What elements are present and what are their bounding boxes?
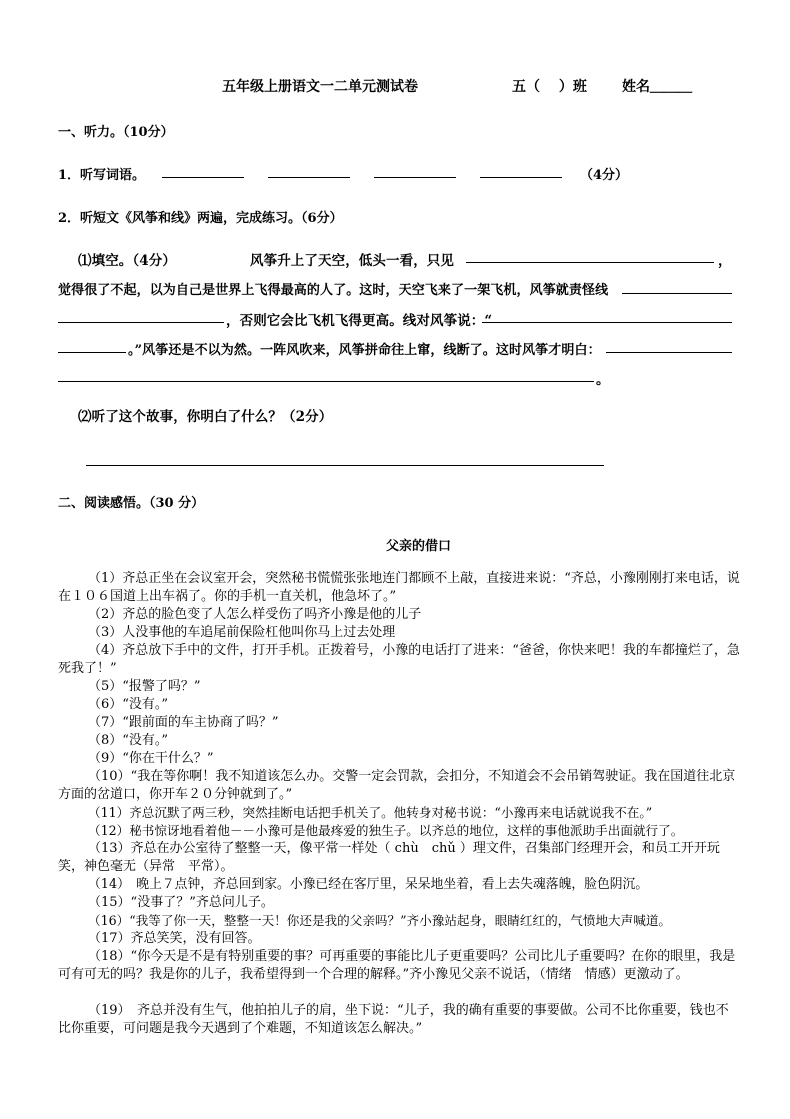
story-paragraph-11: （11）齐总沉默了两三秒，突然挂断电话把手机关了。他转身对秘书说：“小豫再来电话就说我不在。” <box>88 805 653 820</box>
story-paragraph-7: （7）“跟前面的车主协商了吗？” <box>88 715 279 730</box>
fill-line2-text: 觉得很了不起，以为自己是世界上飞得最高的人了。这时，天空飞来了一架飞机，风筝就责怪线 <box>58 283 609 298</box>
dictation-blank-1[interactable] <box>162 177 244 178</box>
fill-line4-text: 。”风筝还是不以为然。一阵风吹来，风筝拼命往上窜，线断了。这时风筝才明白： <box>128 343 601 358</box>
fill-line1-end: ， <box>718 253 732 269</box>
question-2-part2: ⑵听了这个故事，你明白了什么？（2分） <box>78 409 333 425</box>
question-1-points: （4分） <box>580 168 629 183</box>
story-paragraph-19: （19） 齐总并没有生气，他拍拍儿子的肩，坐下说：“儿子，我的确有重要的事要做。公司不比你重要，钱也不比你重要，可问题是我今天遇到了个难题，不知道该怎么解决。” <box>58 1003 729 1036</box>
story-paragraph-1: （1）齐总正坐在会议室开会，突然秘书慌慌张张地连门都顾不上敲，直接进来说：“齐总，小豫刚刚打来电话，说在１０６国道上出车祸了。你的手机一直关机，他急坏了。” <box>58 571 740 604</box>
story-paragraph-5: （5）“报警了吗？” <box>88 679 201 694</box>
question-1-label: 1．听写词语。 <box>58 168 146 183</box>
story-title: 父亲的借口 <box>386 539 452 554</box>
fill-line5-end: 。 <box>596 372 610 388</box>
story-paragraph-18: （18）“你今天是不是有特别重要的事？可再重要的事能比儿子更重要吗？公司比儿子重要吗？在你的眼里，我是可有可无的吗？我是你的儿子，我希望得到一个合理的解释。”齐小豫见父亲不说话，（情绪 情感）更激动了。 <box>58 949 736 982</box>
story-paragraph-6: （6）“没有。” <box>88 697 169 712</box>
story-paragraph-14: （14） 晚上７点钟，齐总回到家。小豫已经在客厅里，呆呆地坐着，看上去失魂落魄，脸色阴沉。 <box>88 877 649 892</box>
story-paragraph-3: （3）人没事他的车追尾前保险杠他叫你马上过去处理 <box>88 625 396 640</box>
story-paragraph-12: （12）秘书惊讶地看着他－－小豫可是他最疼爱的独生子。以齐总的地位，这样的事他派助手出面就行了。 <box>88 823 684 838</box>
story-paragraph-4: （4）齐总放下手中的文件，打开手机。正拨着号，小豫的电话打了进来：“爸爸，你快来吧！我的车都撞烂了，急死我了！” <box>58 643 740 676</box>
fill-blank-3[interactable] <box>58 322 224 323</box>
story-paragraph-13: （13）齐总在办公室待了整整一天，像平常一样处（ chù chǔ ）理文件，召集部门经理开会，和员工开开玩笑，神色毫无（异常 平常）。 <box>58 841 720 874</box>
fill-line1-text: 风筝升上了天空，低头一看，只见 <box>250 253 454 269</box>
section-2-heading: 二、阅读感悟。（30 分） <box>58 496 205 511</box>
story-paragraph-8: （8）“没有。” <box>88 733 169 748</box>
story-paragraph-16: （16）“我等了你一天，整整一天！你还是我的父亲吗？”齐小豫站起身，眼睛红红的，气愤地大声喊道。 <box>88 913 672 928</box>
dictation-blank-4[interactable] <box>480 177 562 178</box>
answer-blank-part2[interactable] <box>86 465 604 466</box>
story-paragraph-15: （15）“没事了？”齐总问儿子。 <box>88 895 274 910</box>
exam-title: 五年级上册语文一二单元测试卷 <box>222 79 418 95</box>
story-paragraph-2: （2）齐总的脸色变了人怎么样受伤了吗齐小豫是他的儿子 <box>88 607 422 622</box>
story-paragraph-17: （17）齐总笑笑，没有回答。 <box>88 931 261 946</box>
section-1-heading: 一、听力。（10分） <box>58 125 174 140</box>
story-paragraph-9: （9）“你在干什么？” <box>88 751 214 766</box>
fill-blank-5[interactable] <box>58 352 126 353</box>
class-label: 五（ ）班 <box>512 79 587 95</box>
fill-part1-label: ⑴填空。（4分） <box>78 253 176 269</box>
story-paragraph-10: （10）“我在等你啊！我不知道该怎么办。交警一定会罚款，会扣分，不知道会不会吊销驾驶证。我在国道往北京方面的岔道口，你开车２０分钟就到了。” <box>58 769 736 802</box>
name-label: 姓名＿＿＿ <box>622 79 692 95</box>
dictation-blank-3[interactable] <box>374 177 456 178</box>
fill-line3-text: ，否则它会比飞机飞得更高。线对风筝说：“ <box>226 313 493 329</box>
question-2-label: 2．听短文《风筝和线》两遍，完成练习。（6分） <box>58 211 343 226</box>
fill-blank-6[interactable] <box>606 352 732 353</box>
fill-blank-7[interactable] <box>58 381 594 382</box>
fill-blank-2[interactable] <box>622 293 732 294</box>
dictation-blank-2[interactable] <box>268 177 350 178</box>
fill-blank-1[interactable] <box>466 262 714 263</box>
fill-blank-4[interactable] <box>482 322 732 323</box>
